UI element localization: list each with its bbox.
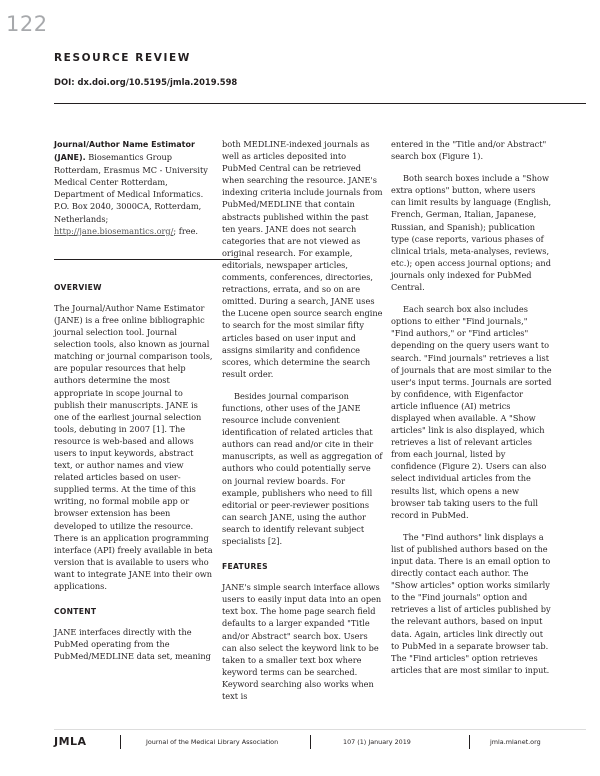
content-heading: CONTENT (54, 607, 97, 617)
page-number: 122 (6, 12, 48, 36)
footer-rule (54, 729, 586, 730)
resource-url-link[interactable]: http://jane.biosemantics.org/ (54, 225, 174, 236)
column-2 (222, 138, 383, 712)
features-heading: FEATURES (222, 562, 268, 572)
features-text-start: JANE's simple search interface allows users to easily input data into an open text box. The home page search field defaults to a larger expanded "Title and/or Abstract" search box. Users can also select the keyword link to be taken to a smaller text box where keyword terms can be searched. Keyword searching also works when text is (222, 582, 382, 702)
content-text-2: Besides journal comparison functions, other uses of the JANE resource include convenient identification of related articles that authors can read and/or cite in their manuscripts, as well as aggregation of authors who could potentially serve on journal review boards. For example, publishers who need to fill editorial or peer-reviewer positions can search JANE, using the author search to identify relevant subject specialists [2]. (222, 390, 383, 546)
footer-separator (310, 735, 311, 749)
features-text-3: Each search box also includes options to either "Find journals," "Find authors," or "Find articles" depending on the query users want to search. "Find journals" retrieves a list of journals that are most similar to the user's input terms. Journals are sorted by confidence, with Eigenfactor article influence (AI) metrics displayed when available. A "Show articles" link is also displayed, which retrieves a list of relevant articles from each journal, listed by confidence (Figure 2). Users can also select individual articles from the results list, which opens a new browser tab taking users to the full record in PubMed. (391, 304, 552, 520)
doi: DOI: dx.doi.org/10.5195/jmla.2019.598 (54, 77, 238, 87)
features-text-4: The "Find authors" link displays a list of published authors based on the input data. There is an email option to directly contact each author. The "Show articles" option works similarly to the "Find journals" option and retrieves a list of articles published by the relevant authors, based on input data. Again, articles link directly out to PubMed in a separate browser tab. The "Find articles" option retrieves articles that are most similar to input. (391, 531, 551, 675)
resource-tail: ; free. (173, 225, 199, 236)
column-1 (54, 138, 213, 672)
footer-issue: 107 (1) January 2019 (343, 738, 411, 746)
header-rule (54, 103, 586, 104)
resource-citation (54, 138, 213, 237)
jmla-logo: JMLA (54, 735, 87, 748)
column-3 (391, 138, 552, 686)
features-text-2: Both search boxes include a "Show extra options" button, where users can limit results by language (English, French, German, Italian, Japanese, Russian, and Spanish); publication type (case reports, various phases of clinical trials, meta-analyses, reviews, etc.); open access journal options; and journals only indexed for PubMed Central. (391, 173, 552, 293)
resource-publisher: Biosemantics Group Rotterdam, Erasmus MC - University Medical Center Rotterdam, Department of Medical Informatics. P.O. Box 2040, 3000CA, Rotterdam, Netherlands; (54, 152, 208, 224)
section-label: RESOURCE REVIEW (54, 52, 191, 64)
footer-site[interactable]: jmla.mlanet.org (490, 738, 541, 746)
section-divider (54, 259, 240, 260)
content-text-continued: both MEDLINE-indexed journals as well as articles deposited into PubMed Central can be retrieved when searching the resource. JANE's indexing criteria include journals from PubMed/MEDLINE that contain abstracts published within the past ten years. JANE does not search categories that are not viewed as original research. For example, editorials, newspaper articles, comments, conferences, directories, retractions, errata, and so on are omitted. During a search, JANE uses the Lucene open source search engine to search for the most similar fifty articles based on user input and assigns similarity and confidence scores, which determine the search result order. (222, 139, 383, 379)
footer-journal: Journal of the Medical Library Association (146, 738, 279, 746)
footer-separator (120, 735, 121, 749)
resource-title: Journal/Author Name Estimator (JANE). (54, 140, 195, 163)
footer-separator (469, 735, 470, 749)
overview-text: The Journal/Author Name Estimator (JANE) is a free online bibliographic journal selection tool. Journal selection tools, also known as journal matching or journal comparison tools, are popular resources that help authors determine the most appropriate in scope journal to publish their manuscripts. JANE is one of the earliest journal selection tools, debuting in 2007 [1]. The resource is web-based and allows users to input keywords, abstract text, or author names and view related articles based on user-supplied terms. At the time of this writing, no formal mobile app or browser extension has been developed to utilize the resource. There is an application programming interface (API) freely available in beta version that is available to users who want to integrate JANE into their own applications. (54, 302, 213, 591)
content-text-start: JANE interfaces directly with the PubMed operating from the PubMed/MEDLINE data set, meaning (54, 627, 211, 662)
features-text-continued: entered in the "Title and/or Abstract" search box (Figure 1). (391, 139, 547, 162)
overview-heading: OVERVIEW (54, 282, 102, 292)
